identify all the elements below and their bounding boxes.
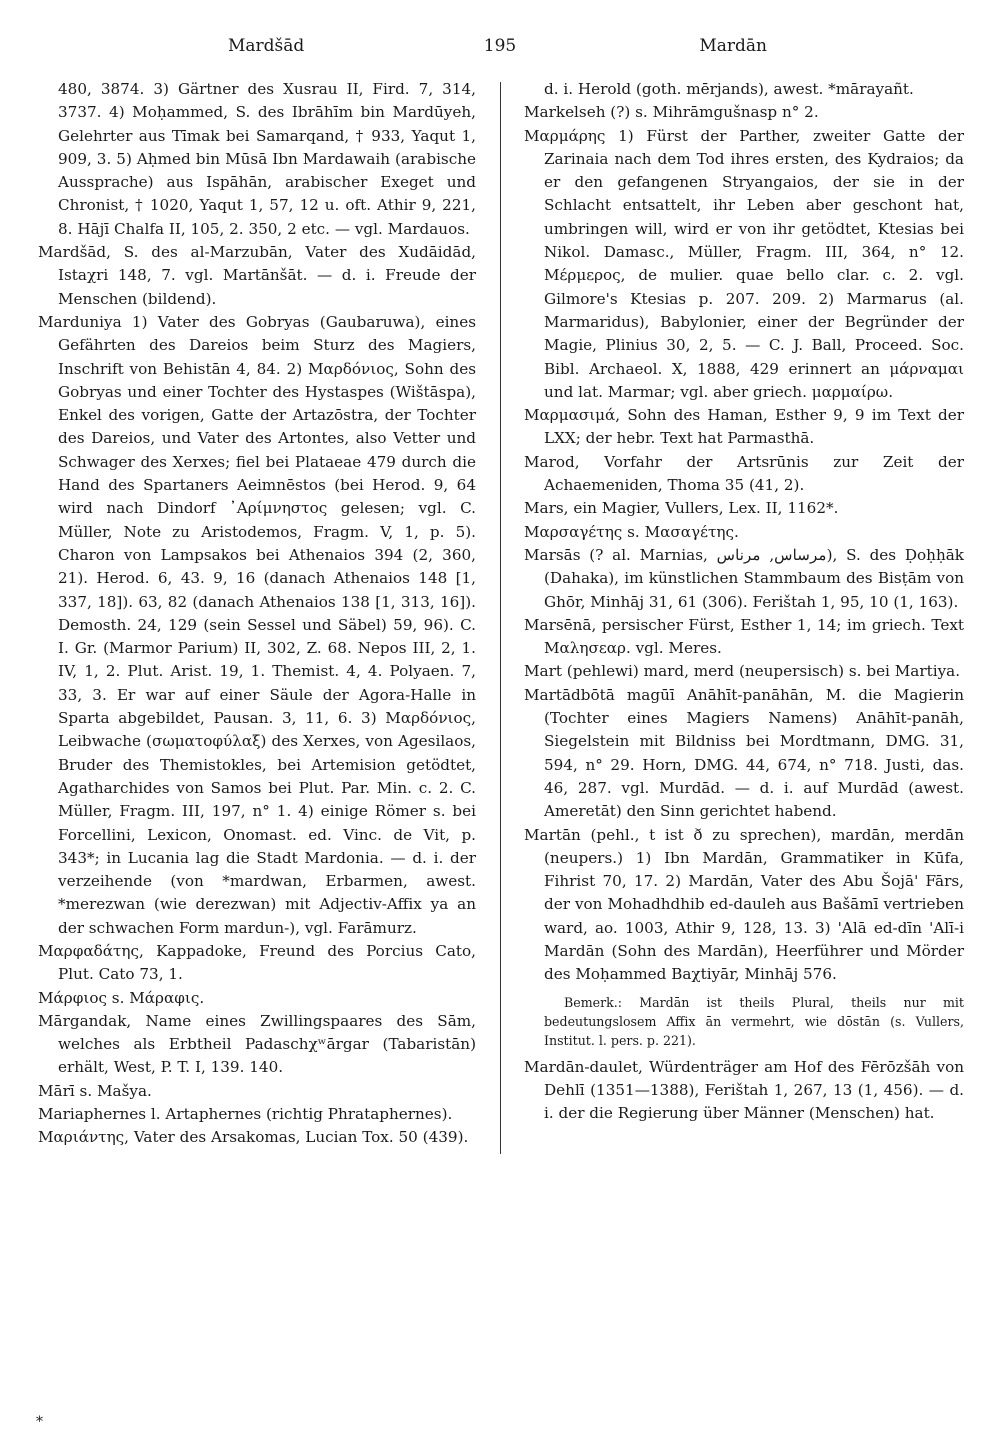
- dictionary-entry: Martādbōtā magūī Anāhīt-panāhān, M. die Magierin (Tochter eines Magiers Namens) Anāhīt-panāh, Siegelstein mit Bildniss bei Mordtmann, DMG. 31, 594, n° 29. Horn, DMG. 44, 674, n° 718. Justi, das. 46, 287. vgl. Murdād. — d. i. auf Murdād (awest. Ameretāt) den Sinn gerichtet habend.: [524, 685, 964, 821]
- dictionary-entry: Mardān-daulet, Würdenträger am Hof des Fērōzšāh von Dehlī (1351—1388), Ferištah 1, 267, 13 (1, 456). — d. i. der die Regierung über Männer (Menschen) hat.: [524, 1057, 964, 1123]
- left-column: [38, 78, 476, 1150]
- column-divider: [500, 82, 501, 1154]
- dictionary-entry: Martān (pehl., t ist ð zu sprechen), mardān, merdān (neupers.) 1) Ibn Mardān, Grammatiker in Kūfa, Fihrist 70, 17. 2) Mardān, Vater des Abu Šojā' Fārs, der von Mohadhdhib ed-dauleh aus Bašāmī vertrieben ward, ao. 1003, Athir 9, 128, 13. 3) 'Alā ed-dīn 'Alī-i Mardān (Sohn des Mardān), Heerführer und Mörder des Moḥammed Baχtiyār, Minhāj 576.: [524, 825, 964, 984]
- running-head: [38, 36, 962, 60]
- dictionary-entry: Μάρφιος s. Μάραφις.: [38, 988, 205, 1007]
- dictionary-entry: Marsās (? al. Marnias, مرساس, مرناس), S. des Ḍoḥḥāk (Dahaka), im künstlichen Stammbaum des Bisṭām von Ghōr, Minhāj 31, 61 (306). Ferištah 1, 95, 10 (1, 163).: [524, 545, 964, 611]
- remark-note: Bemerk.: Mardān ist theils Plural, theils nur mit bedeutungslosem Affix ān vermehrt, wie dōstān (s. Vullers, Institut. l. pers. p. 221).: [544, 994, 964, 1048]
- dictionary-entry: Mārī s. Mašya.: [38, 1081, 152, 1100]
- page-number: 195: [483, 36, 517, 56]
- dictionary-entry: Μαρφαδάτης, Kappadoke, Freund des Porcius Cato, Plut. Cato 73, 1.: [38, 941, 476, 984]
- dictionary-entry: Marduniya 1) Vater des Gobryas (Gaubaruwa), eines Gefährten des Dareios beim Sturz des Magiers, Inschrift von Behistān 4, 84. 2) Μαρδόνιος, Sohn des Gobryas und einer Tochter des Hystaspes (Wištāspa), Enkel des vorigen, Gatte der Artazōstra, der Tochter des Dareios, und Vater des Artontes, also Vetter und Schwager des Xerxes; fiel bei Plataeae 479 durch die Hand des Spartaners Aeimnēstos (bei Herod. 9, 64 wird nach Dindorf ᾿Αρίμνηστος gelesen; vgl. C. Müller, Note zu Aristodemos, Fragm. V, 1, p. 5). Charon von Lampsakos bei Athenaios 394 (2, 360, 21). Herod. 6, 43. 9, 16 (danach Athenaios 148 [1, 337, 18]). 63, 82 (danach Athenaios 138 [1, 313, 16]). Demosth. 24, 129 (sein Sessel und Säbel) 59, 96). C. I. Gr. (Marmor Parium) II, 302, Z. 68. Nepos III, 2, 1. IV, 1, 2. Plut. Arist. 19, 1. Themist. 4, 4. Polyaen. 7, 33, 3. Er war auf einer Säule der Agora-Halle in Sparta abgebildet, Pausan. 3, 11, 6. 3) Μαρδόνιος, Leibwache (σωματοφύλαξ) des Xerxes, von Agesilaos, Bruder des Themistokles, bei Artemision getödtet, Agatharchides von Samos bei Plut. Par. Min. c. 2. C. Müller, Fragm. III, 197, n° 1. 4) einige Römer s. bei Forcellini, Lexicon, Onomast. ed. Vinc. de Vit, p. 343*; in Lucania lag die Stadt Mardonia. — d. i. der verzeihende (von *mardwan, Erbarmen, awest. *merezwan (wie derezwan) mit Adjectiv-Affix ya an der schwachen Form mardun-), vgl. Farāmurz.: [38, 312, 476, 937]
- dictionary-entry: Μαρμασιμά, Sohn des Haman, Esther 9, 9 im Text der LXX; der hebr. Text hat Parmasthā.: [524, 406, 964, 448]
- dictionary-entry: Μαρσαγέτης s. Μασαγέτης.: [524, 522, 739, 541]
- dictionary-entry: Marsēnā, persischer Fürst, Esther 1, 14; im griech. Text Μαλησεαρ. vgl. Meres.: [524, 615, 964, 658]
- dictionary-entry: Mart (pehlewi) mard, merd (neupersisch) s. bei Martiya.: [524, 662, 961, 681]
- dictionary-entry: Markelseh (?) s. Mihrāmgušnasp n° 2.: [524, 103, 819, 122]
- dictionary-entry: Mariaphernes l. Artaphernes (richtig Phrataphernes).: [38, 1105, 453, 1124]
- dictionary-entry: Marod, Vorfahr der Artsrūnis zur Zeit der Achaemeniden, Thoma 35 (41, 2).: [524, 452, 964, 495]
- dictionary-entry: Mardšād, S. des al-Marzubān, Vater des Xudāidād, Istaχri 148, 7. vgl. Martānšāt. — d. i. Freude der Menschen (bildend).: [38, 243, 476, 308]
- entry-continuation: 480, 3874. 3) Gärtner des Xusrau II, Fird. 7, 314, 3737. 4) Moḥammed, S. des Ibrāhīm bin Mardūyeh, Gelehrter aus Tīmak bei Samarqand, † 933, Yaqut 1, 909, 3. 5) Aḥmed bin Mūsā Ibn Mardawaih (arabische Aussprache) aus Ispāhān, arabischer Exeget und Chronist, † 1020, Yaqut 1, 57, 12 u. oft. Athir 9, 221, 8. Hājī Chalfa II, 105, 2. 350, 2 etc. — vgl. Mardauos.: [58, 80, 476, 238]
- dictionary-entry: Mārgandak, Name eines Zwillingspaares des Sām, welches als Erbtheil Padaschχʷārgar (Tabaristān) erhält, West, P. T. I, 139. 140.: [38, 1011, 476, 1077]
- signature-mark: *: [36, 1414, 43, 1430]
- right-column: [524, 78, 964, 1125]
- entry-continuation: d. i. Herold (goth. mērjands), awest. *mārayañt.: [544, 80, 914, 98]
- dictionary-entry: Μαριάντης, Vater des Arsakomas, Lucian Tox. 50 (439).: [38, 1128, 469, 1147]
- header-right-keyword: Mardān: [699, 36, 767, 56]
- dictionary-entry: Mars, ein Magier, Vullers, Lex. II, 1162*.: [524, 499, 839, 518]
- header-left-keyword: Mardšād: [228, 36, 305, 56]
- dictionary-entry: Μαρμάρης 1) Fürst der Parther, zweiter Gatte der Zarinaia nach dem Tod ihres ersten, des Kydraios; da er den gefangenen Stryangaios, der sie in der Schlacht entsattelt, ihr Leben aber geschont hat, umbringen will, wird er von ihr getödtet, Ktesias bei Nikol. Damasc., Müller, Fragm. III, 364, n° 12. Μέρμερος, de mulier. quae bello clar. c. 2. vgl. Gilmore's Ktesias p. 207. 209. 2) Marmarus (al. Marmaridus), Babylonier, einer der Begründer der Magie, Plinius 30, 2, 5. — C. J. Ball, Proceed. Soc. Bibl. Archaeol. X, 1888, 429 erinnert an μάρναμαι und lat. Marmar; vgl. aber griech. μαρμαίρω.: [524, 126, 964, 401]
